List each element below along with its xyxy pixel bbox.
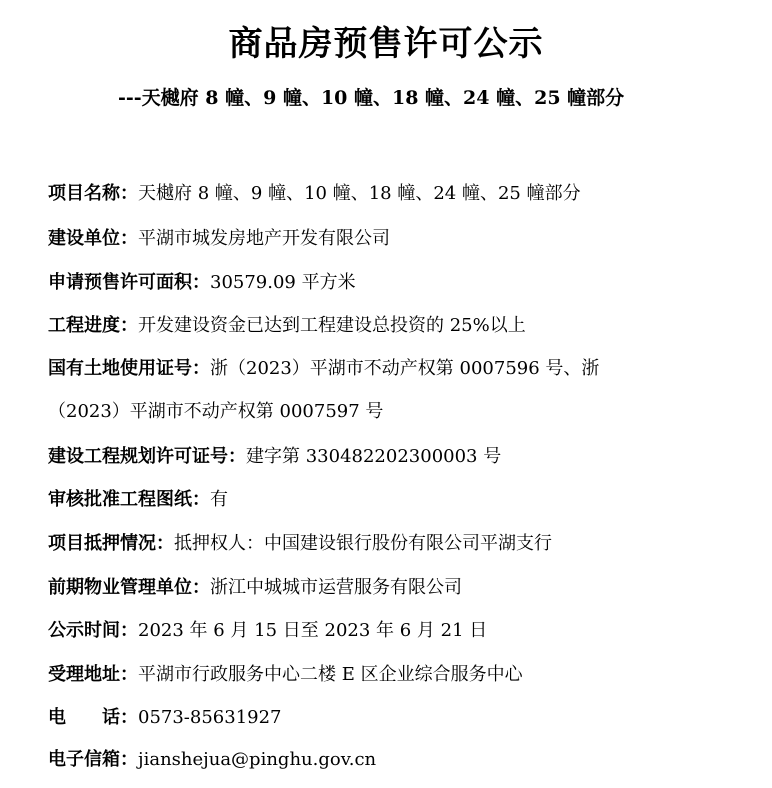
field-value: 建字第 330482202300003 号 bbox=[246, 446, 502, 467]
field-value: 天樾府 8 幢、9 幢、10 幢、18 幢、24 幢、25 幢部分 bbox=[138, 183, 581, 204]
field-value: 平湖市城发房地产开发有限公司 bbox=[138, 228, 390, 249]
field-label: 项目抵押情况： bbox=[48, 533, 174, 554]
field-construction-unit bbox=[48, 217, 748, 260]
field-value: 浙江中城城市运营服务有限公司 bbox=[210, 577, 462, 598]
field-approved-drawings bbox=[48, 478, 748, 521]
page-subtitle: ---天樾府 8 幢、9 幢、10 幢、18 幢、24 幢、25 幢部分 bbox=[118, 87, 625, 109]
field-presale-area bbox=[48, 261, 748, 304]
field-label: 申请预售许可面积： bbox=[48, 272, 210, 293]
field-value: 2023 年 6 月 15 日至 2023 年 6 月 21 日 bbox=[138, 620, 488, 641]
field-label: 电 话： bbox=[48, 707, 138, 728]
field-label: 公示时间： bbox=[48, 620, 138, 641]
field-mortgage bbox=[48, 522, 748, 565]
field-label: 国有土地使用证号： bbox=[48, 358, 210, 379]
field-label: 前期物业管理单位： bbox=[48, 577, 210, 598]
field-label: 受理地址： bbox=[48, 664, 138, 685]
field-value: 0573-85631927 bbox=[138, 707, 282, 728]
field-value: 浙（2023）平湖市不动产权第 0007596 号、浙 bbox=[210, 358, 600, 379]
field-value: jianshejuа@pinghu.gov.cn bbox=[138, 749, 377, 770]
field-phone bbox=[48, 696, 748, 739]
field-publicity-time bbox=[48, 609, 748, 652]
field-value: 有 bbox=[210, 489, 228, 510]
field-planning-permit bbox=[48, 435, 748, 478]
field-progress bbox=[48, 304, 748, 347]
field-land-certificate bbox=[48, 347, 748, 390]
field-value: 开发建设资金已达到工程建设总投资的 25%以上 bbox=[138, 315, 526, 336]
field-label: 电子信箱： bbox=[48, 749, 138, 770]
field-value: 30579.09 平方米 bbox=[210, 272, 356, 293]
field-email bbox=[48, 738, 748, 781]
field-project-name bbox=[48, 172, 748, 215]
field-label: 建设工程规划许可证号： bbox=[48, 446, 246, 467]
field-value: 平湖市行政服务中心二楼 E 区企业综合服务中心 bbox=[138, 664, 523, 685]
field-property-management bbox=[48, 566, 748, 609]
field-label: 审核批准工程图纸： bbox=[48, 489, 210, 510]
field-address bbox=[48, 653, 748, 696]
field-land-certificate-continuation bbox=[48, 390, 748, 433]
page-title: 商品房预售许可公示 bbox=[228, 24, 544, 64]
field-value-continuation: （2023）平湖市不动产权第 0007597 号 bbox=[48, 401, 384, 422]
field-label: 建设单位： bbox=[48, 228, 138, 249]
field-label: 项目名称： bbox=[48, 183, 138, 204]
field-label: 工程进度： bbox=[48, 315, 138, 336]
field-value: 抵押权人：中国建设银行股份有限公司平湖支行 bbox=[174, 533, 552, 554]
